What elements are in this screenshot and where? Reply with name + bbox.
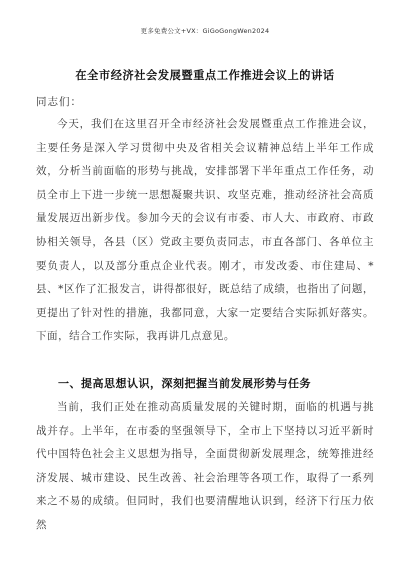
document-title: 在全市经济社会发展暨重点工作推进会议上的讲话 — [75, 69, 335, 82]
salutation: 同志们： — [36, 96, 82, 108]
section-paragraph: 当前，我们正处在推动高质量发展的关键时期，面临的机遇与挑战并存。上半年，在市委的坚强领导下，全市上下坚持以习近平新时代中国特色社会主义思想为指导，全面贯彻新发展理念，统筹推进经济发展、城市建设、民生改善、社会治理等各项工作，取得了一系列来之不易的成绩。但同时，我们也要清醒地认识到，经济下行压力依然 — [36, 401, 374, 531]
header-note: 更多免费公文+VX：GiGoGongWen2024 — [140, 27, 270, 35]
section-heading: 一、提高思想认识，深刻把握当前发展形势与任务 — [58, 377, 311, 390]
body-paragraph: 今天，我们在这里召开全市经济社会发展暨重点工作推进会议，主要任务是深入学习贯彻中央及省相关会议精神总结上半年工作成效，分析当前面临的形势与挑战，安排部署下半年重点工作任务，动员全市上下进一步统一思想凝聚共识、攻坚克难，推动经济社会高质量发展迈出新步伐。参加今天的会议有市委、市人大、市政府、市政协相关领导，各县（区）党政主要负责同志，市直各部门、各单位主要负责人，以及部分重点企业代表。刚才，市发改委、市住建局、*县、*区作了汇报发言，讲得都很好，既总结了成绩，也指出了问题，更提出了针对性的措施，我都同意，大家一定要结合实际抓好落实。下面，结合工作实际，我再讲几点意见。 — [36, 118, 374, 343]
